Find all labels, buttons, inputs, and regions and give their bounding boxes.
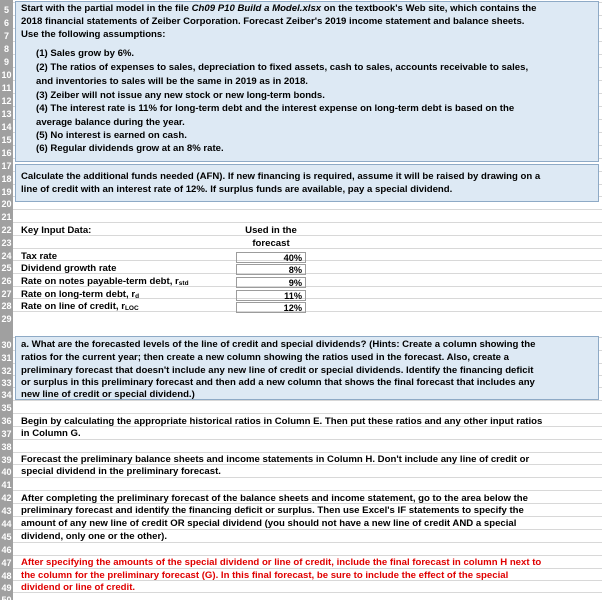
step3-line-2[interactable]: preliminary forecast and identify the financing deficit or surplus. Then use Excel's IF statements to specify the [21,505,524,516]
row-number[interactable]: 29 [1,314,12,324]
row-number[interactable]: 15 [1,135,12,145]
row-number[interactable]: 44 [1,519,12,529]
row-number[interactable]: 45 [1,532,12,542]
forecast-header-1[interactable]: Used in the [245,225,297,236]
row-gridline [0,439,602,440]
input-value-long-term-debt-rate[interactable]: 11% [236,290,306,301]
row-number[interactable]: 28 [1,301,12,311]
afn-box [15,164,599,202]
assumption-6[interactable]: (6) Regular dividends grow at an 8% rate. [36,143,224,154]
assumption-1[interactable]: (1) Sales grow by 6%. [36,48,135,59]
row-number[interactable]: 27 [1,289,12,299]
row-number[interactable]: 10 [1,70,12,80]
row-gridline [0,209,602,210]
row-number[interactable]: 35 [1,403,12,413]
row-number[interactable]: 23 [1,238,12,248]
row-number[interactable]: 36 [1,416,12,426]
assumption-4[interactable]: (4) The interest rate is 11% for long-term debt and the interest expense on long-term debt is based on the [36,103,515,114]
row-gridline [0,555,602,556]
step4-line-3[interactable]: dividend or line of credit. [21,582,136,593]
row-gridline [0,490,602,491]
row-number[interactable]: 14 [1,122,12,132]
input-label-line-of-credit-rate[interactable]: Rate on line of credit, $r_{LOC}$ [21,301,139,312]
row-number[interactable]: 21 [1,212,12,222]
row-number[interactable]: 39 [1,455,12,465]
step3-line-1[interactable]: After completing the preliminary forecast of the balance sheets and income statement, go to the area below the [21,493,528,504]
afn-line-2[interactable]: line of credit with an interest rate of 12%. If surplus funds are available, pay a special dividend. [21,184,453,195]
step1-line-1[interactable]: Begin by calculating the appropriate historical ratios in Column E. Then put these ratios and any other input ratios [21,416,543,427]
row-gridline [0,222,602,223]
row-number[interactable]: 26 [1,276,12,286]
step3-line-3[interactable]: amount of any new line of credit OR special dividend (you should not have a new line of credit AND a special [21,518,517,529]
row-number[interactable]: 20 [1,199,12,209]
afn-line-1[interactable]: Calculate the additional funds needed (AFN). If new financing is required, assume it will be raised by drawing on a [21,171,541,182]
row-number[interactable]: 34 [1,390,12,400]
row-number[interactable]: 8 [3,44,9,54]
input-value-tax-rate[interactable]: 40% [236,252,306,263]
question-line-5[interactable]: new line of credit or special dividend.) [21,389,195,400]
row-gridline [0,413,602,414]
row-number[interactable]: 37 [1,429,12,439]
intro-line-1[interactable]: Start with the partial model in the file Ch09 P10 Build a Model.xlsx on the textbook's Web site, which contains the [21,3,537,14]
row-number[interactable]: 46 [1,545,12,555]
intro-line-2[interactable]: 2018 financial statements of Zeiber Corporation. Forecast Zeiber's 2019 income statement and balance sheets. [21,16,525,27]
row-number[interactable]: 11 [1,83,12,93]
assumption-2b[interactable]: and inventories to sales will be the same in 2019 as in 2018. [36,76,308,87]
key-input-title[interactable]: Key Input Data: [21,225,92,236]
assumption-2[interactable]: (2) The ratios of expenses to sales, depreciation to fixed assets, cash to sales, accounts receivable to sales, [36,62,529,73]
row-gridline [0,452,602,453]
forecast-header-2[interactable]: forecast [252,238,290,249]
row-number[interactable]: 13 [1,109,12,119]
row-number[interactable]: 32 [1,366,12,376]
row-number[interactable]: 25 [1,263,12,273]
row-number[interactable]: 6 [3,18,9,28]
row-number[interactable]: 33 [1,378,12,388]
row-number[interactable]: 49 [1,583,12,593]
row-number[interactable]: 9 [3,57,9,67]
row-number[interactable]: 30 [1,340,12,350]
step2-line-1[interactable]: Forecast the preliminary balance sheets and income statements in Column H. Don't include any line of credit or [21,454,530,465]
row-number[interactable]: 18 [1,174,12,184]
question-line-2[interactable]: ratios for the current year; then create a new column showing the ratios used in the forecast. Also, create a [21,352,509,363]
input-label-notes-payable-rate[interactable]: Rate on notes payable-term debt, $r_{std}$ [21,276,189,287]
input-label-dividend-growth[interactable]: Dividend growth rate [21,263,117,274]
filename: Ch09 P10 Build a Model.xlsx [191,3,322,14]
row-number[interactable]: 42 [1,493,12,503]
row-number[interactable]: 50 [1,595,12,605]
row-number[interactable]: 5 [3,5,9,15]
row-number[interactable]: 31 [1,353,12,363]
step1-line-2[interactable]: in Column G. [21,428,81,439]
row-number[interactable]: 43 [1,506,12,516]
row-number[interactable]: 40 [1,467,12,477]
assumption-5[interactable]: (5) No interest is earned on cash. [36,130,187,141]
row-number[interactable]: 19 [1,187,12,197]
step4-line-1[interactable]: After specifying the amounts of the special dividend or line of credit, include the final forecast in column H next to [21,557,542,568]
row-number[interactable]: 22 [1,225,12,235]
step3-line-4[interactable]: dividend, only one or the other). [21,531,168,542]
row-number[interactable]: 24 [1,251,12,261]
row-number[interactable]: 41 [1,480,12,490]
step4-line-2[interactable]: the column for the preliminary forecast (G). In this final forecast, be sure to include the effect of the special [21,570,509,581]
row-number[interactable]: 12 [1,96,12,106]
row-number[interactable]: 17 [1,161,12,171]
input-value-notes-payable-rate[interactable]: 9% [236,277,306,288]
step2-line-2[interactable]: special dividend in the preliminary forecast. [21,466,221,477]
assumption-4b[interactable]: average balance during the year. [36,117,185,128]
input-label-long-term-debt-rate[interactable]: Rate on long-term debt, $r_d$ [21,289,140,300]
row-number[interactable]: 7 [3,31,9,41]
question-line-1[interactable]: a. What are the forecasted levels of the line of credit and special dividends? (Hints: Create a column showing the [21,339,536,350]
row-number[interactable]: 38 [1,442,12,452]
question-line-3[interactable]: preliminary forecast that doesn't include any new line of credit or special dividends. Identify the financing deficit [21,365,534,376]
input-value-line-of-credit-rate[interactable]: 12% [236,302,306,313]
question-line-4[interactable]: or surplus in this preliminary forecast and then add a new column that shows the final forecast that includes any [21,377,535,388]
row-number[interactable]: 47 [1,558,12,568]
assumption-3[interactable]: (3) Zeiber will not issue any new stock or new long-term bonds. [36,90,325,101]
row-number[interactable]: 16 [1,148,12,158]
input-label-tax-rate[interactable]: Tax rate [21,251,58,262]
row-number[interactable]: 48 [1,571,12,581]
row-header-column [0,0,13,605]
intro-line-3[interactable]: Use the following assumptions: [21,29,166,40]
input-value-dividend-growth[interactable]: 8% [236,264,306,275]
